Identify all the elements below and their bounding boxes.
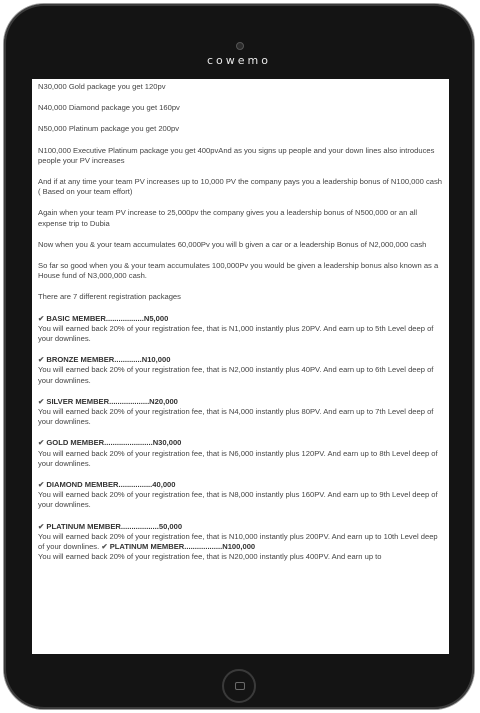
member-heading: BRONZE MEMBER.............N10,000 (46, 355, 171, 365)
paragraph: N50,000 Platinum package you get 200pv (38, 124, 180, 134)
member-description: You will earned back 20% of your registration fee, that is N8,000 instantly plus 160PV. And earn up to 9th Level deep of your downlines. (38, 490, 438, 510)
brand-logo: cowemo (207, 54, 271, 67)
checkmark-icon: ✔ (101, 542, 108, 552)
paragraph: N30,000 Gold package you get 120pv (38, 82, 166, 91)
camera-icon (236, 42, 244, 50)
paragraph: Again when your team PV increase to 25,000pv the company gives you a leadership bonus of N500,000 or an all expense trip to Dubia (38, 208, 418, 228)
paragraph: N40,000 Diamond package you get 160pv (38, 103, 180, 113)
member-diamond (38, 480, 443, 511)
member-heading: SILVER MEMBER...................N20,000 (46, 396, 178, 406)
member-heading: BASIC MEMBER..................N5,000 (46, 313, 169, 323)
member-heading: PLATINUM MEMBER..................50,000 (46, 521, 183, 531)
member-description: You will earned back 20% of your registration fee, that is N20,000 instantly plus 400PV. And earn up to (38, 552, 382, 562)
paragraph: There are 7 different registration packages (38, 292, 181, 302)
home-square-icon (235, 682, 245, 690)
member-heading: DIAMOND MEMBER................40,000 (46, 480, 176, 490)
paragraph: So far so good when you & your team accumulates 100,000Pv you would be given a leadership bonus also known as a House fund of N3,000,000 cash. (38, 261, 439, 281)
member-silver (38, 397, 443, 428)
checkmark-icon: ✔ (38, 313, 45, 323)
member-bronze (38, 355, 443, 386)
checkmark-icon: ✔ (38, 521, 45, 531)
checkmark-icon: ✔ (38, 355, 45, 365)
checkmark-icon: ✔ (38, 438, 45, 448)
member-basic (38, 314, 443, 345)
member-platinum (38, 522, 443, 563)
member-description: You will earned back 20% of your registration fee, that is N2,000 instantly plus 40PV. And earn up to 6th Level deep of your downlines. (38, 365, 434, 385)
member-heading-inline: PLATINUM MEMBER..................N100,000 (109, 542, 256, 552)
member-description: You will earned back 20% of your registration fee, that is N6,000 instantly plus 120PV. And earn up to 8th Level deep of your downlines. (38, 448, 438, 468)
checkmark-icon: ✔ (38, 396, 45, 406)
member-gold (38, 438, 443, 469)
member-description: You will earned back 20% of your registration fee, that is N1,000 instantly plus 20PV. And earn up to 5th Level deep of your downlines. (38, 323, 434, 344)
paragraph: N100,000 Executive Platinum package you get 400pvAnd as you signs up people and your down lines also introduces people your PV increases (38, 145, 435, 165)
screen[interactable] (32, 79, 449, 654)
member-description: You will earned back 20% of your registration fee, that is N4,000 instantly plus 80PV. And earn up to 7th Level deep of your downlines. (38, 407, 434, 427)
member-heading: GOLD MEMBER.......................N30,000 (46, 438, 182, 448)
member-description (38, 532, 443, 552)
paragraph: Now when you & your team accumulates 60,000Pv you will b given a car or a leadership Bonus of N2,000,000 cash (38, 239, 427, 249)
checkmark-icon: ✔ (38, 480, 45, 490)
home-button[interactable] (222, 669, 256, 703)
tablet-device (4, 4, 474, 709)
article-content (32, 79, 449, 563)
platinum-description: You will earned back 20% of your registration fee, that is N10,000 instantly plus 200PV. And earn up to 10th Level deep of your downlines. (38, 531, 438, 552)
paragraph: And if at any time your team PV increases up to 10,000 PV the company pays you a leadership bonus of N100,000 cash ( Based on your team effort) (38, 177, 442, 197)
